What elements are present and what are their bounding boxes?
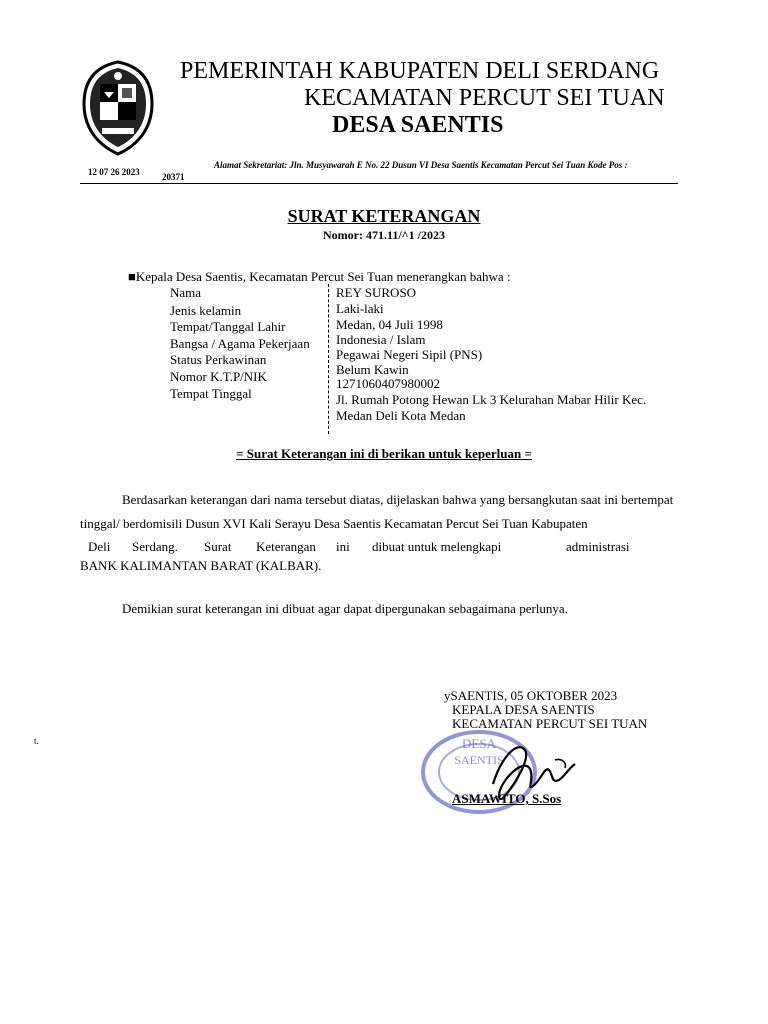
address-line: Medan Deli Kota Medan	[336, 408, 466, 423]
deli-serdang-emblem-icon	[80, 60, 156, 156]
field-label: Bangsa / Agama Pekerjaan	[170, 336, 310, 351]
field-value: Pegawai Negeri Sipil (PNS)	[336, 347, 483, 362]
closing-text: Demikian surat keterangan ini dibuat agar dapat dipergunakan sebagaimana perlunya.	[122, 601, 568, 616]
body-word: ini	[336, 539, 350, 554]
field-label: Tempat Tinggal	[170, 386, 252, 401]
document-number: Nomor: 471.11/^1 /2023	[323, 228, 445, 242]
secretariat-address: Alamat Sekretariat: Jln. Musyawarah E No. 22 Dusun VI Desa Saentis Kecamatan Percut Sei Tuan Kode Pos :	[214, 160, 628, 170]
field-value: 1271060407980002	[336, 376, 440, 391]
postal-code: 20371	[162, 172, 185, 182]
field-value: Laki-laki	[336, 301, 384, 316]
body-word: Keterangan	[256, 539, 316, 554]
purpose-heading: = Surat Keterangan ini di berikan untuk keperluan =	[236, 446, 532, 461]
body-word: Surat	[204, 539, 232, 554]
field-value: Indonesia / Islam	[336, 332, 426, 347]
header-line-3: DESA SAENTIS	[332, 112, 504, 138]
body-line-4: BANK KALIMANTAN BARAT (KALBAR).	[80, 558, 322, 573]
field-value: REY SUROSO	[336, 285, 417, 300]
header-divider	[80, 183, 678, 184]
svg-text:SAENTIS: SAENTIS	[454, 753, 504, 767]
svg-text:DESA: DESA	[462, 736, 496, 751]
signature-place-date: ySAENTIS, 05 OKTOBER 2023	[444, 688, 618, 703]
header-line-2: KECAMATAN PERCUT SEI TUAN	[304, 85, 665, 111]
field-label: Jenis kelamin	[170, 303, 242, 318]
signature-role-1: KEPALA DESA SAENTIS	[452, 702, 595, 717]
header-line-1: PEMERINTAH KABUPATEN DELI SERDANG	[180, 58, 660, 84]
field-label: Tempat/Tanggal Lahir	[170, 319, 286, 334]
header-code: 12 07 26 2023	[88, 167, 140, 177]
field-value: Medan, 04 Juli 1998	[336, 317, 443, 332]
address-line: Jl. Rumah Potong Hewan Lk 3 Kelurahan Mabar Hilir Kec.	[336, 392, 647, 407]
field-label: Status Perkawinan	[170, 352, 267, 367]
field-separator	[328, 284, 329, 434]
body-word: Serdang.	[132, 539, 178, 554]
body-line-1: Berdasarkan keterangan dari nama tersebut diatas, dijelaskan bahwa yang bersangkutan saat ini bertempat	[122, 492, 674, 507]
document-title: SURAT KETERANGAN	[287, 206, 481, 226]
body-word: administrasi	[566, 539, 630, 554]
margin-mark: t.	[34, 736, 39, 746]
field-label: Nomor K.T.P/NIK	[170, 369, 267, 384]
body-word: dibuat untuk melengkapi	[372, 539, 502, 554]
field-label: Nama	[170, 285, 202, 300]
signature-role-2: KECAMATAN PERCUT SEI TUAN	[452, 716, 648, 731]
signatory-name: ASMAWITO, S.Sos	[452, 791, 562, 806]
intro-text: ■Kepala Desa Saentis, Kecamatan Percut Sei Tuan menerangkan bahwa :	[128, 269, 511, 284]
field-value: Belum Kawin	[336, 362, 409, 377]
body-line-2: tinggal/ berdomisili Dusun XVI Kali Serayu Desa Saentis Kecamatan Percut Sei Tuan Kabupaten	[80, 516, 588, 531]
body-word: Deli	[88, 539, 111, 554]
